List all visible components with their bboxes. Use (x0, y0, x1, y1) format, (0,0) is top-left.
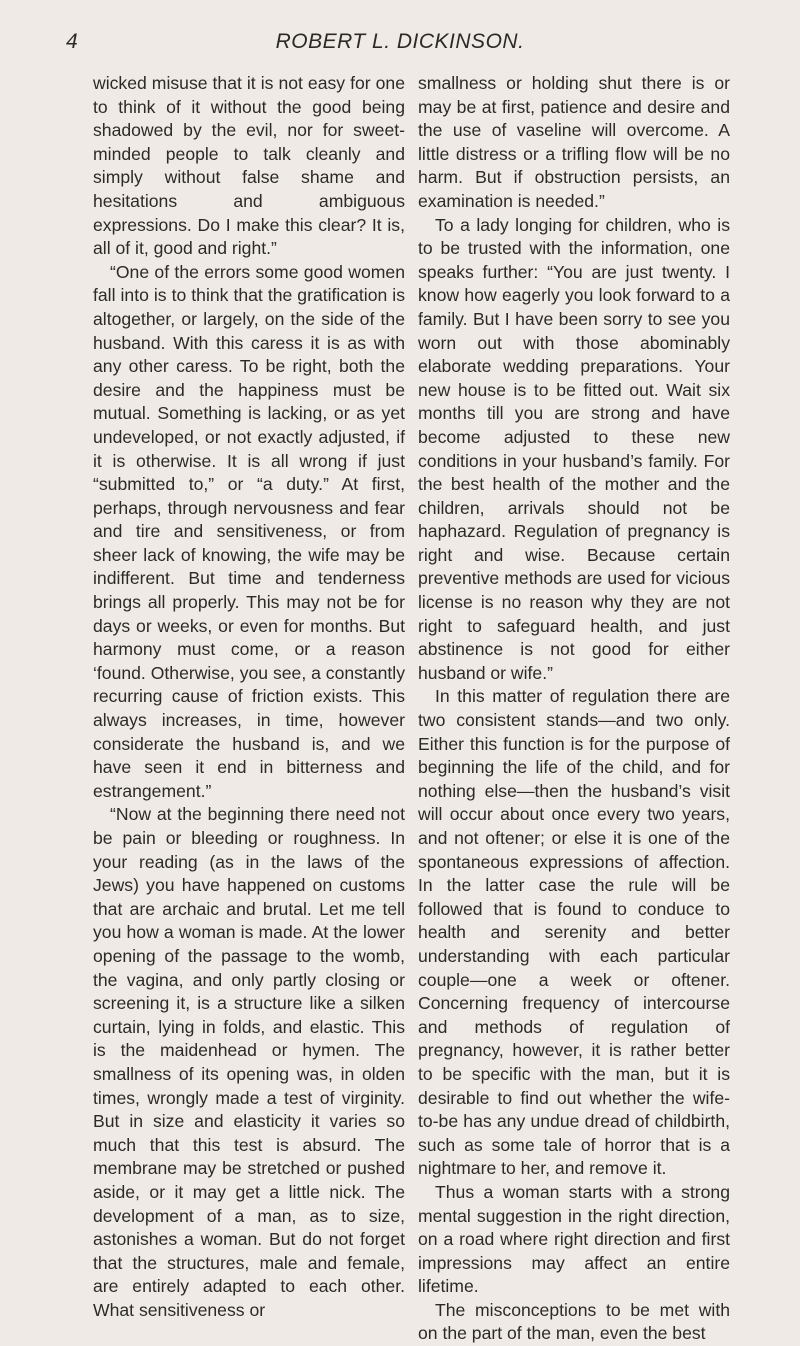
page-number: 4 (66, 30, 79, 53)
paragraph: “One of the errors some good women fall into is to think that the gratification is altogether, or largely, on the side of the husband. With this caress it is as with any other caress. To be right, both the desire and the happiness must be mutual. Something is lacking, or as yet undeveloped, or not exactly adjusted, if it is otherwise. It is all wrong if just “submitted to,” or “a duty.” At first, perhaps, through nervousness and fear and tire and sensitiveness, or from sheer lack of knowing, the wife may be indifferent. But time and tenderness brings all properly. This may not be for days or weeks, or even for months. But harmony must come, or a reason ‘found. Otherwise, you see, a constantly recurring cause of friction exists. This always increases, in time, however considerate the husband is, and we have seen it end in bitterness and estrangement.” (93, 261, 405, 801)
paragraph: In this matter of regulation there are two consistent stands—and two only. Either this function is for the purpose of beginning the life of the child, and for nothing else—then the husband’s visit will occur about once every two years, and not oftener; or else it is one of the spontaneous expressions of affection. In the latter case the rule will be followed that is found to conduce to health and serenity and better understanding with each particular couple—one a week or oftener. Concerning frequency of intercourse and methods of regulation of pregnancy, however, it is rather better to be specific with the man, but it is desirable to find out whether the wife-to-be has any undue dread of childbirth, such as some tale of horror that is a nightmare to her, and remove it. (418, 686, 730, 1179)
right-column (418, 72, 730, 1346)
left-column (93, 72, 405, 1322)
paragraph: “Now at the beginning there need not be pain or bleeding or roughness. In your reading (as in the laws of the Jews) you have happened on customs that are archaic and brutal. Let me tell you how a woman is made. At the lower opening of the passage to the womb, the vagina, and only partly closing or screening it, is a structure like a silken curtain, lying in folds, and elastic. This is the maidenhead or hymen. The smallness of its opening was, in olden times, wrongly made a test of virginity. But in size and elasticity it varies so much that this test is absurd. The membrane may be stretched or pushed aside, or it may get a little nick. The development of a man, as to size, astonishes a woman. But do not forget that the structures, male and female, are entirely adapted to each other. What sensitiveness or (93, 804, 405, 1320)
paragraph: wicked misuse that it is not easy for one to think of it without the good being shadowed by the evil, nor for sweet-minded people to talk cleanly and simply without false shame and hesitations and ambiguous expressions. Do I make this clear? It is, all of it, good and right.” (93, 73, 405, 259)
page-header (0, 30, 800, 60)
paragraph: smallness or holding shut there is or may be at first, patience and desire and the use of vaseline will overcome. A little distress or a trifling flow will be no harm. But if obstruction persists, an examination is needed.” (418, 73, 730, 211)
running-head: ROBERT L. DICKINSON. (275, 30, 525, 53)
paragraph: Thus a woman starts with a strong mental suggestion in the right direction, on a road where right direction and first impressions may affect an entire lifetime. (418, 1181, 730, 1297)
paragraph: To a lady longing for children, who is to be trusted with the information, one speaks further: “You are just twenty. I know how eagerly you look forward to a family. But I have been sorry to see you worn out with those abominably elaborate wedding preparations. Your new house is to be fitted out. Wait six months till you are strong and have become adjusted to these new conditions in your husband’s family. For the best health of the mother and the children, arrivals should not be haphazard. Regulation of pregnancy is right and wise. Because certain preventive methods are used for vicious license is no reason why they are not right to safeguard health, and just abstinence is not good for either husband or wife.” (418, 214, 730, 683)
paragraph: The misconceptions to be met with on the part of the man, even the best (418, 1299, 730, 1344)
